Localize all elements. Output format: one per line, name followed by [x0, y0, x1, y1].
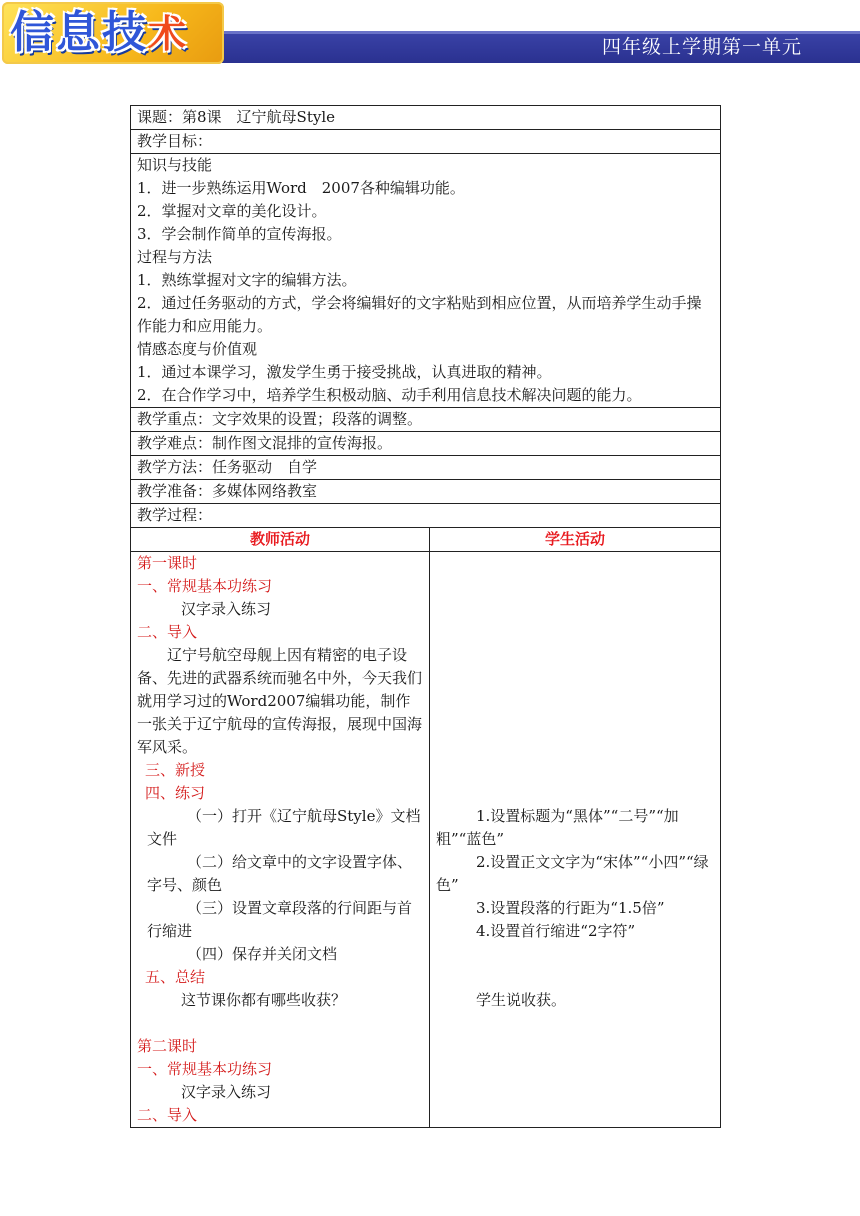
student-task: 3.设置段落的行距为“1.5倍” — [476, 899, 665, 917]
objective-item: 2．掌握对文章的美化设计。 — [137, 202, 327, 220]
objective-item: 2．通过任务驱动的方式，学会将编辑好的文字粘贴到相应位置，从而培养学生动手操作能力和应用能力。 — [137, 294, 702, 335]
objective-item: 2．在合作学习中，培养学生积极动脑、动手利用信息技术解决问题的能力。 — [137, 386, 642, 404]
preparation-row — [131, 480, 721, 504]
objectives-cell — [131, 154, 721, 408]
process-label: 教学过程： — [131, 504, 721, 528]
objective-item: 3．学会制作简单的宣传海报。 — [137, 225, 342, 243]
student-task: 1.设置标题为“黑体”“二号”“加粗”“蓝色” — [436, 807, 679, 848]
section-body: 汉字录入练习 — [181, 600, 272, 618]
section-heading: 三、新授 — [145, 761, 206, 779]
student-activity-cell — [430, 552, 721, 1128]
section-body: 辽宁号航空母舰上因有精密的电子设备、先进的武器系统而驰名中外，今天我们就用学习过的Word2007编辑功能，制作一张关于辽宁航母的宣传海报，展现中国海军风采。 — [137, 646, 423, 756]
section-heading: 一、常规基本功练习 — [137, 577, 273, 595]
section-heading: 二、导入 — [137, 623, 198, 641]
practice-task: （一）打开《辽宁航母Style》文档文件 — [147, 807, 421, 848]
student-task: 2.设置正文文字为“宋体”“小四”“绿色” — [436, 853, 709, 894]
lesson-plan-table — [130, 105, 721, 1128]
lesson-title: 课题：第8课 辽宁航母Style — [131, 106, 721, 130]
activity-content-row — [131, 552, 721, 1128]
teacher-activity-header: 教师活动 — [131, 528, 430, 552]
key-point-row — [131, 408, 721, 432]
objectives-row — [131, 154, 721, 408]
logo — [2, 2, 224, 64]
difficulty-row — [131, 432, 721, 456]
student-task: 4.设置首行缩进“2字符” — [476, 922, 636, 940]
objective-heading: 过程与方法 — [137, 248, 213, 266]
student-summary: 学生说收获。 — [476, 991, 567, 1009]
activity-header-row — [131, 528, 721, 552]
section-heading: 四、练习 — [145, 784, 206, 802]
logo-text-main: 信息技 — [10, 7, 148, 58]
objectives-label-row — [131, 130, 721, 154]
teacher-activity-cell — [131, 552, 430, 1128]
process-label-row — [131, 504, 721, 528]
teaching-method: 教学方法：任务驱动 自学 — [131, 456, 721, 480]
objective-heading: 知识与技能 — [137, 156, 213, 174]
blank-line — [137, 1012, 423, 1035]
objective-item: 1．熟练掌握对文字的编辑方法。 — [137, 271, 357, 289]
lesson-period-heading: 第二课时 — [137, 1037, 198, 1055]
blank-line — [436, 966, 714, 989]
section-heading: 五、总结 — [145, 968, 206, 986]
difficulty: 教学难点：制作图文混排的宣传海报。 — [131, 432, 721, 456]
practice-task: （四）保存并关闭文档 — [187, 945, 338, 963]
section-body: 汉字录入练习 — [181, 1083, 272, 1101]
unit-title: 四年级上学期第一单元 — [601, 36, 802, 58]
logo-text-accent: 术 — [148, 12, 189, 56]
blank-line — [436, 943, 714, 966]
practice-task: （二）给文章中的文字设置字体、字号、颜色 — [147, 853, 413, 894]
objective-item: 1．进一步熟练运用Word 2007各种编辑功能。 — [137, 179, 465, 197]
objectives-label: 教学目标： — [131, 130, 721, 154]
student-spacer — [436, 552, 714, 805]
practice-task: （三）设置文章段落的行间距与首行缩进 — [147, 899, 413, 940]
logo-text — [10, 6, 188, 61]
section-heading: 二、导入 — [137, 1106, 198, 1124]
method-row — [131, 456, 721, 480]
teaching-preparation: 教学准备：多媒体网络教室 — [131, 480, 721, 504]
student-activity-header: 学生活动 — [430, 528, 721, 552]
lesson-period-heading: 第一课时 — [137, 554, 198, 572]
section-body: 这节课你都有哪些收获？ — [181, 991, 347, 1009]
page-header — [0, 0, 860, 68]
objective-item: 1．通过本课学习，激发学生勇于接受挑战，认真进取的精神。 — [137, 363, 552, 381]
section-heading: 一、常规基本功练习 — [137, 1060, 273, 1078]
title-row — [131, 106, 721, 130]
objective-heading: 情感态度与价值观 — [137, 340, 258, 358]
key-point: 教学重点：文字效果的设置；段落的调整。 — [131, 408, 721, 432]
